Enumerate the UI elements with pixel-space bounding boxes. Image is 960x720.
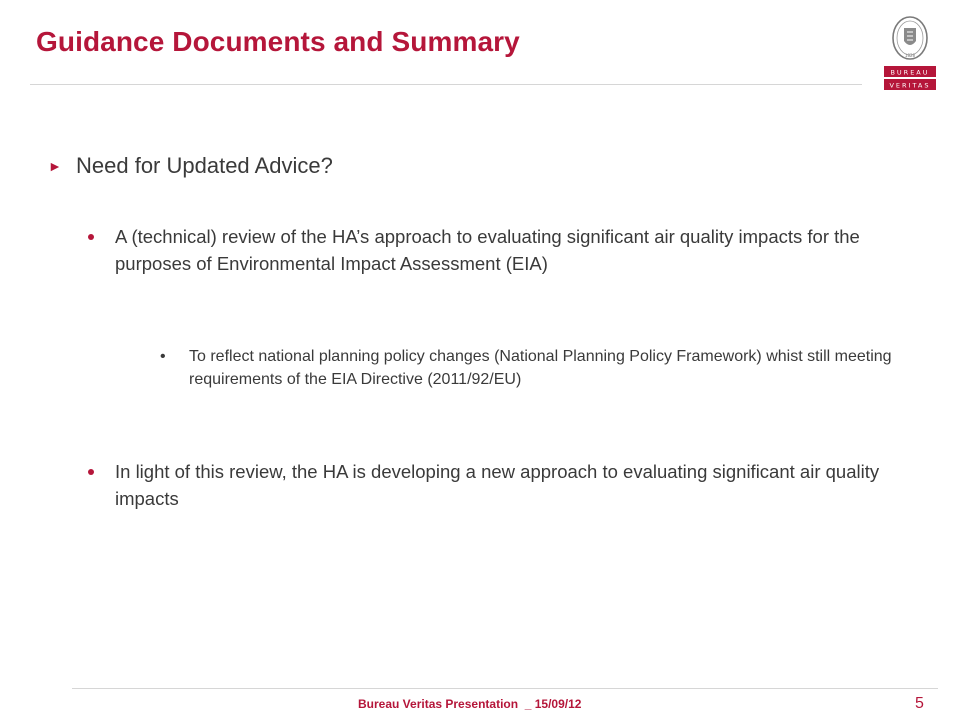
- dot-bullet-icon: [88, 469, 94, 475]
- footer-text: Bureau Veritas Presentation _ 15/09/12: [358, 697, 582, 711]
- sub-bullet-icon: •: [160, 348, 166, 365]
- logo-line-1: BUREAU: [890, 68, 930, 77]
- level1-text: Need for Updated Advice?: [76, 153, 333, 178]
- level1-item: [48, 153, 333, 179]
- bureau-veritas-logo-icon: [880, 8, 940, 98]
- slide-title: Guidance Documents and Summary: [36, 26, 520, 57]
- title-divider: [30, 84, 862, 85]
- logo-year: 1828: [904, 53, 916, 58]
- sub-bullet-text-1: To reflect national planning policy changes (National Planning Policy Framework) whist still meeting requirements of the EIA Directive (2011/92/EU): [189, 348, 892, 388]
- page-number: 5: [915, 695, 924, 712]
- footer-divider: [72, 688, 938, 689]
- logo-line-2: VERITAS: [889, 81, 931, 90]
- bullet-text-2: In light of this review, the HA is developing a new approach to evaluating significant air quality impacts: [115, 461, 880, 509]
- dot-bullet-icon: [88, 234, 94, 240]
- bullet-text-1: A (technical) review of the HA’s approach to evaluating significant air quality impacts for the purposes of Environmental Impact Assessment (EIA): [115, 226, 860, 274]
- arrow-bullet-icon: ►: [48, 158, 62, 174]
